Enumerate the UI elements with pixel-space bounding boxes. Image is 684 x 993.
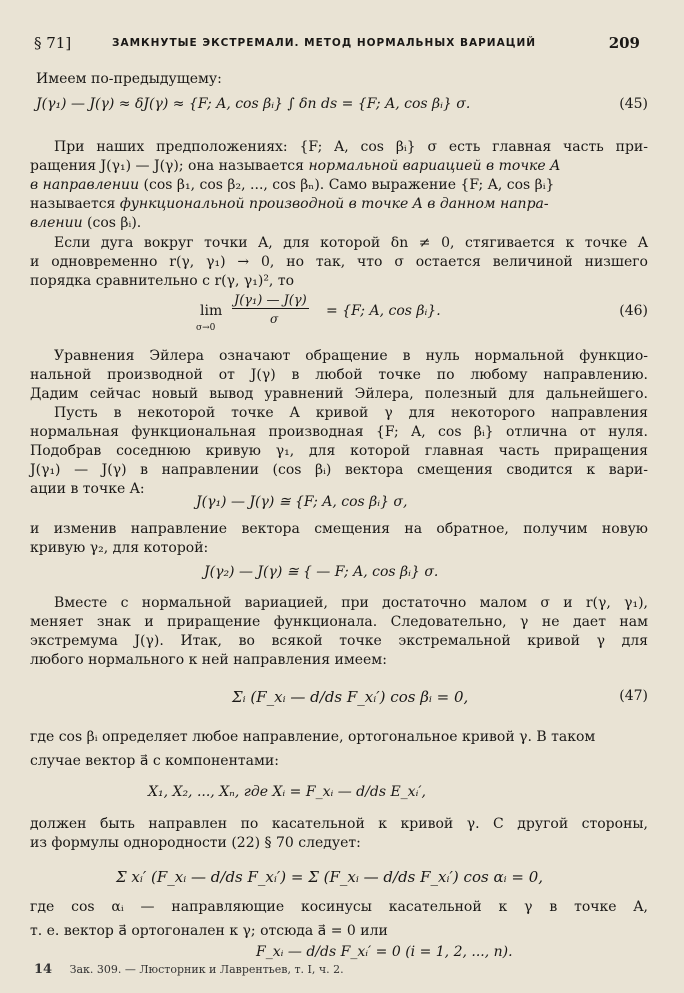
equation-45: J(γ₁) — J(γ) ≈ δJ(γ) ≈ {F; A, cos βᵢ} ∫ δn ds = {F; A, cos βᵢ} σ.: [36, 96, 471, 112]
equation-inline: J(γ₁) — J(γ) ≅ {F; A, cos βᵢ} σ,: [196, 494, 408, 510]
text-line: порядка сравнительно с r(γ, γ₁)², то: [30, 273, 295, 289]
equation-rhs: = {F; A, cos βᵢ}.: [326, 303, 441, 319]
text-line: экстремума J(γ). Итак, во всякой точке экстремальной кривой γ для: [30, 633, 648, 649]
term-emphasis: в направлении: [30, 177, 140, 193]
text-line: Пусть в некоторой точке A кривой γ для некоторого направления: [54, 405, 648, 421]
signature-number: 14: [34, 962, 53, 977]
equation-47: Σᵢ (F_xᵢ — d/ds F_xᵢ′) cos βᵢ = 0,: [232, 688, 469, 706]
text-line: ации в точке A:: [30, 481, 145, 497]
text-line: нальной производной от J(γ) в любой точке по любому направлению.: [30, 367, 648, 383]
footer-text: Зак. 309. — Люсторник и Лаврентьев, т. I, ч. 2.: [69, 963, 344, 976]
page-number: 209: [608, 34, 640, 52]
term-emphasis: функциональной производной в точке A в данном напра-: [119, 196, 549, 212]
printer-footer: [34, 962, 344, 977]
equation-number: (47): [619, 688, 648, 704]
text-line: меняет знак и приращение функционала. Следовательно, γ не дает нам: [30, 614, 648, 630]
equation-gamma2: J(γ₂) — J(γ) ≅ { — F; A, cos βᵢ} σ.: [204, 564, 439, 580]
text-line: нормальная функциональная производная {F; A, cos βᵢ} отлична от нуля.: [30, 424, 648, 440]
running-title: ЗАМКНУТЫЕ ЭКСТРЕМАЛИ. МЕТОД НОРМАЛЬНЫХ ВАРИАЦИЙ: [112, 37, 537, 49]
term-emphasis: нормальной вариацией в точке A: [308, 158, 561, 174]
text-line: т. е. вектор a⃗ ортогонален к γ; отсюда a⃗ = 0 или: [30, 923, 388, 939]
text-line: и изменив направление вектора смещения на обратное, получим новую: [30, 521, 648, 537]
text-run: ращения J(γ₁) — J(γ); она называется: [30, 158, 309, 174]
equation-number: (45): [619, 96, 648, 112]
fraction-denominator: σ: [270, 312, 279, 326]
equation-euler: F_xᵢ — d/ds F_xᵢ′ = 0 (i = 1, 2, ..., n).: [256, 944, 513, 960]
text-line: кривую γ₂, для которой:: [30, 540, 209, 556]
text-run: (cos β₁, cos β₂, ..., cos βₙ). Само выражение {F; A, cos βᵢ}: [139, 177, 555, 193]
text-line: При наших предположениях: {F; A, cos βᵢ} σ есть главная часть при-: [54, 139, 648, 155]
text-line: должен быть направлен по касательной к кривой γ. С другой стороны,: [30, 816, 648, 832]
text-line: J(γ₁) — J(γ) в направлении (cos βᵢ) вектора смещения сводится к вари-: [30, 462, 648, 478]
text-line: Подобрав соседнюю кривую γ₁, для которой главная часть приращения: [30, 443, 648, 459]
text-line: Уравнения Эйлера означают обращение в нуль нормальной функцио-: [54, 348, 648, 364]
equation-number: (46): [619, 303, 648, 319]
equation-homogeneity: Σ xᵢ′ (F_xᵢ — d/ds F_xᵢ′) = Σ (F_xᵢ — d/ds F_xᵢ′) cos αᵢ = 0,: [116, 868, 544, 886]
term-emphasis: влении: [30, 215, 83, 231]
text-line: где cos βᵢ определяет любое направление, ортогональное кривой γ. В таком: [30, 729, 596, 745]
text-line: [30, 214, 648, 232]
text-line: случае вектор a⃗ с компонентами:: [30, 753, 279, 769]
section-ref: § 71]: [34, 34, 72, 52]
fraction-numerator: J(γ₁) — J(γ): [234, 293, 307, 308]
lim-subscript: σ→0: [196, 323, 216, 333]
text-run: (cos βᵢ).: [82, 215, 142, 231]
text-line: где cos αᵢ — направляющие косинусы касательной к γ в точке A,: [30, 899, 648, 915]
text-line: из формулы однородности (22) § 70 следует:: [30, 835, 361, 851]
text-line: [30, 195, 648, 213]
text-line: любого нормального к ней направления имеем:: [30, 652, 387, 668]
text-line: [30, 176, 648, 194]
text-line: Дадим сейчас новый вывод уравнений Эйлера, полезный для дальнейшего.: [30, 386, 648, 402]
running-header: [34, 34, 640, 56]
text-run: называется: [30, 196, 120, 212]
equation-components: X₁, X₂, ..., Xₙ, где Xᵢ = F_xᵢ — d/ds E_xᵢ′,: [148, 784, 427, 800]
text-line: Имеем по-предыдущему:: [36, 71, 222, 87]
lim-operator: lim: [200, 303, 223, 319]
text-line: Вместе с нормальной вариацией, при достаточно малом σ и r(γ, γ₁),: [54, 595, 648, 611]
text-line: и одновременно r(γ, γ₁) → 0, но так, что σ остается величиной низшего: [30, 254, 648, 270]
text-line: Если дуга вокруг точки A, для которой δn ≠ 0, стягивается к точке A: [54, 235, 648, 251]
text-line: [30, 157, 648, 175]
